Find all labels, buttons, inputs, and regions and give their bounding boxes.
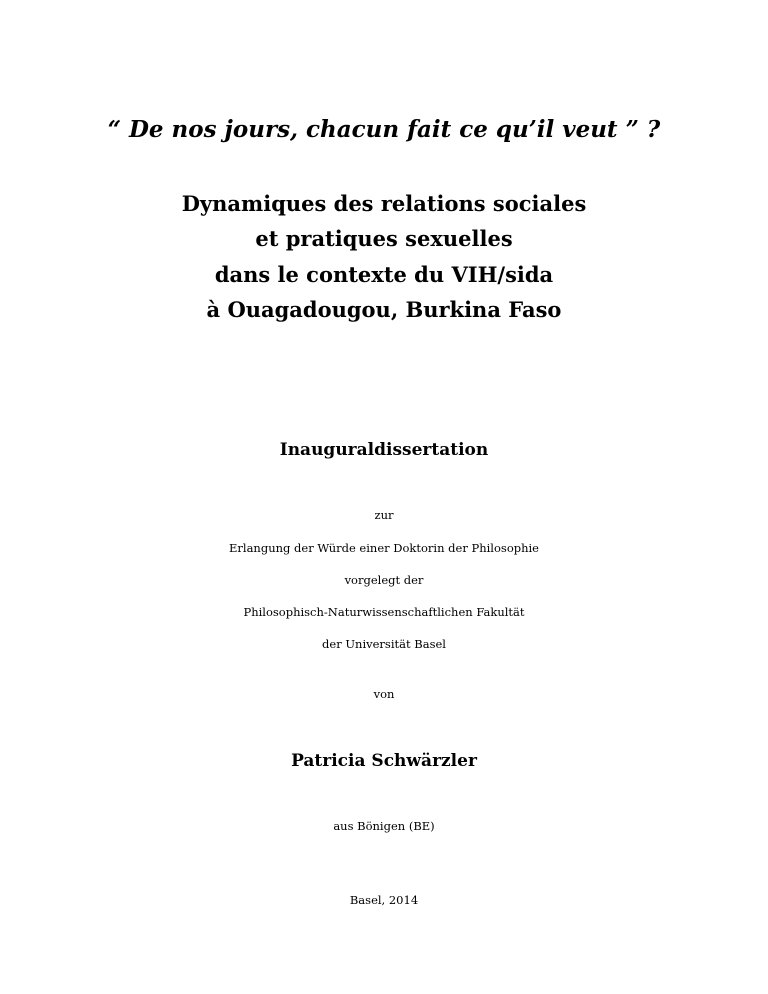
purpose-line: Philosophisch-Naturwissenschaftlichen Fakultät — [243, 605, 525, 619]
purpose-line: Erlangung der Würde einer Doktorin der Philosophie — [229, 541, 539, 555]
purpose-line: vorgelegt der — [344, 573, 424, 587]
document-type: Inauguraldissertation — [279, 440, 489, 460]
purpose-line: der Universität Basel — [322, 637, 446, 651]
title-line: à Ouagadougou, Burkina Faso — [206, 297, 562, 322]
place-date: Basel, 2014 — [349, 893, 419, 907]
von-label: von — [373, 687, 395, 701]
author-origin: aus Bönigen (BE) — [333, 819, 435, 833]
title-line: et pratiques sexuelles — [255, 226, 513, 251]
author-name: Patricia Schwärzler — [291, 751, 477, 771]
title-line: dans le contexte du VIH/sida — [214, 262, 554, 287]
epigraph: “ De nos jours, chacun fait ce qu’il veut ” ? — [107, 116, 661, 143]
purpose-line: zur — [374, 508, 394, 522]
title-line: Dynamiques des relations sociales — [181, 191, 587, 216]
